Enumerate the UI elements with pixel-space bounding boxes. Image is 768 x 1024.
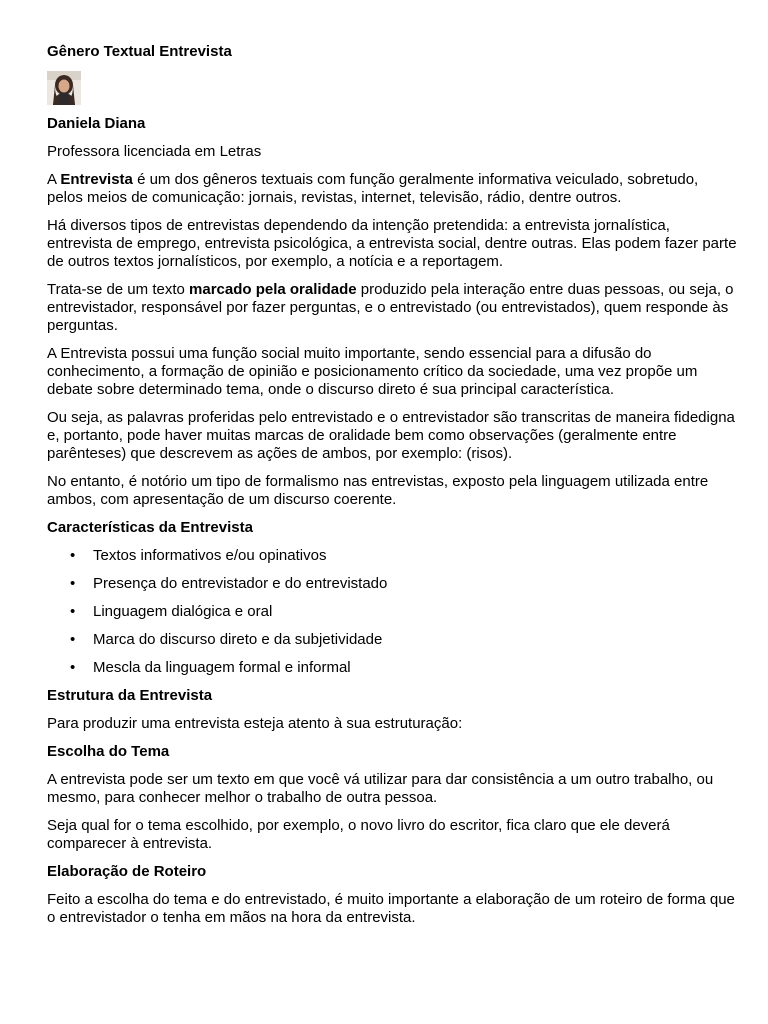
section-heading: Escolha do Tema — [47, 743, 170, 760]
paragraph: Feito a escolha do tema e do entrevistado, é muito importante a elaboração de um roteiro de forma que o entrevistador o tenha em mãos na hora da entrevista. — [47, 891, 735, 926]
list-item: • Marca do discurso direto e da subjetividade — [70, 631, 383, 648]
list-item: • Linguagem dialógica e oral — [70, 603, 273, 620]
section-heading: Elaboração de Roteiro — [47, 863, 207, 880]
bullet-icon: • — [70, 547, 76, 564]
author-role: Professora licenciada em Letras — [47, 143, 262, 160]
paragraph: No entanto, é notório um tipo de formalismo nas entrevistas, exposto pela linguagem utilizada entre ambos, com apresentação de um discurso coerente. — [47, 473, 709, 508]
article-body — [47, 171, 737, 937]
paragraph: Trata-se de um texto marcado pela oralidade produzido pela interação entre duas pessoas, ou seja, o entrevistador, responsável por fazer perguntas, e o entrevistado (ou entrevistados), quem responde às perguntas. — [47, 281, 734, 334]
bullet-icon: • — [70, 659, 76, 676]
bold-term: Entrevista — [60, 171, 133, 188]
characteristics-list — [47, 547, 737, 677]
bold-term: marcado pela oralidade — [189, 281, 357, 298]
paragraph: Para produzir uma entrevista esteja atento à sua estruturação: — [47, 715, 463, 732]
paragraph: A entrevista pode ser um texto em que você vá utilizar para dar consistência a um outro trabalho, ou mesmo, para conhecer melhor o trabalho de outra pessoa. — [47, 771, 714, 806]
author-avatar — [47, 71, 81, 105]
list-item: • Presença do entrevistador e do entrevistado — [70, 575, 388, 592]
list-item: • Mescla da linguagem formal e informal — [70, 659, 351, 676]
section-heading: Estrutura da Entrevista — [47, 687, 213, 704]
author-name: Daniela Diana — [47, 115, 146, 132]
bullet-icon: • — [70, 603, 76, 620]
list-item: • Textos informativos e/ou opinativos — [70, 547, 327, 564]
paragraph: A Entrevista possui uma função social muito importante, sendo essencial para a difusão do conhecimento, a formação de opinião e posicionamento crítico da sociedade, uma vez propõe um debate sobre determinado tema, onde o discurso direto é sua principal característica. — [47, 345, 698, 398]
bullet-icon: • — [70, 575, 76, 592]
page-title: Gênero Textual Entrevista — [47, 43, 232, 60]
paragraph: A Entrevista é um dos gêneros textuais com função geralmente informativa veiculado, sobretudo, pelos meios de comunicação: jornais, revistas, internet, televisão, rádio, dentre outros. — [47, 171, 699, 206]
paragraph: Há diversos tipos de entrevistas dependendo da intenção pretendida: a entrevista jornalística, entrevista de emprego, entrevista psicológica, a entrevista social, dentre outras. Elas podem fazer parte de outros textos jornalísticos, por exemplo, a notícia e a reportagem. — [47, 217, 737, 270]
bullet-icon: • — [70, 631, 76, 648]
author-photo — [47, 71, 81, 105]
paragraph: Seja qual for o tema escolhido, por exemplo, o novo livro do escritor, fica claro que ele deverá comparecer à entrevista. — [47, 817, 670, 852]
section-heading: Características da Entrevista — [47, 519, 253, 536]
paragraph: Ou seja, as palavras proferidas pelo entrevistado e o entrevistador são transcritas de maneira fidedigna e, portanto, pode haver muitas marcas de oralidade bem como observações (geralmente entre parênteses) que descrevem as ações de ambos, por exemplo: (risos). — [47, 409, 735, 462]
